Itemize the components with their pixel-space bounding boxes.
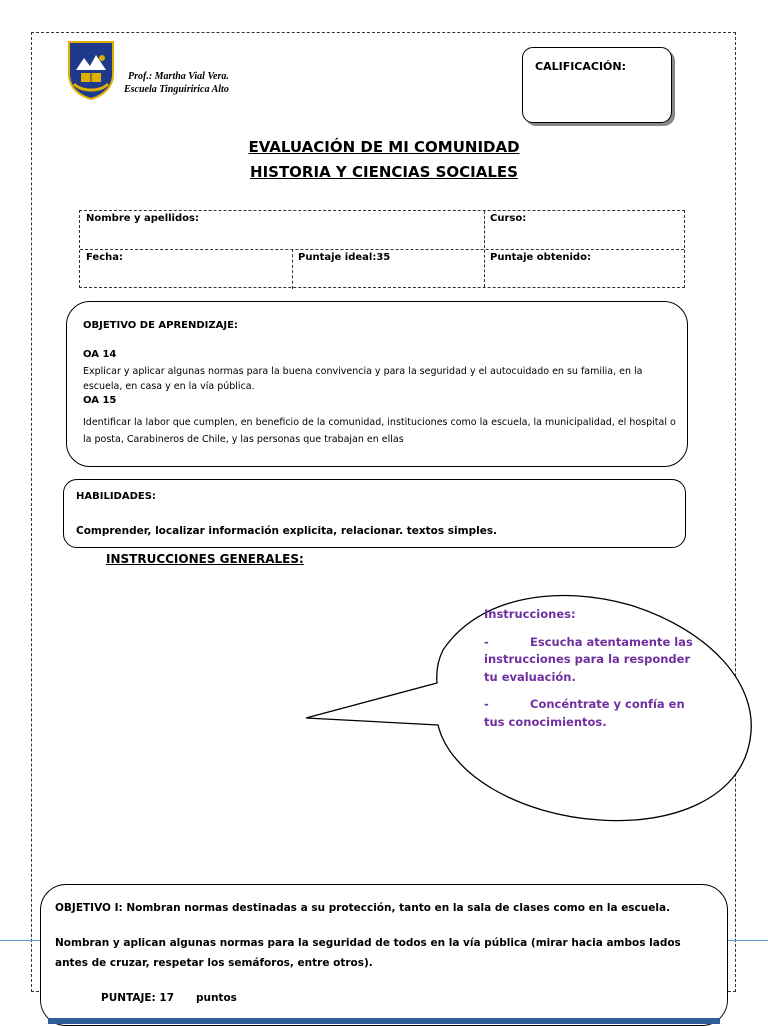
accent-line-left [0, 940, 42, 941]
score-label: PUNTAJE: 17 [101, 992, 175, 1004]
oa15-label: OA 15 [83, 395, 117, 406]
objective-1-score [101, 992, 237, 1004]
learning-objectives-box [66, 301, 688, 467]
table-divider [484, 211, 485, 287]
school-crest-logo [66, 40, 116, 100]
accent-line-right [726, 940, 768, 941]
skills-heading: HABILIDADES: [76, 491, 156, 502]
table-divider [80, 249, 684, 250]
skills-box [63, 479, 686, 548]
name-field[interactable]: Nombre y apellidos: [86, 213, 199, 224]
course-field[interactable]: Curso: [490, 213, 527, 224]
skills-text: Comprender, localizar información explicita, relacionar. textos simples. [76, 525, 498, 537]
student-info-table [79, 210, 685, 288]
bottom-border-bar [48, 1018, 720, 1024]
date-field[interactable]: Fecha: [86, 252, 124, 263]
instructions-bubble-text [484, 606, 706, 741]
grade-label: CALIFICACIÓN: [535, 60, 627, 73]
table-divider [292, 249, 293, 289]
objective-1-title: OBJETIVO I: Nombran normas destinadas a su protección, tanto en la sala de clases como en la escuela. [55, 902, 671, 914]
score-unit: puntos [195, 992, 237, 1004]
objective-1-box [40, 884, 728, 1026]
bubble-title: Instrucciones: [484, 607, 576, 621]
oa15-text: Identificar la labor que cumplen, en beneficio de la comunidad, instituciones como la escuela, la municipalidad, el hospital o la posta, Carabineros de Chile, y las personas que trabajan en ellas [83, 417, 676, 445]
ideal-score-field: Puntaje ideal:35 [298, 252, 391, 263]
obtained-score-field[interactable]: Puntaje obtenido: [490, 252, 591, 263]
document-subtitle: HISTORIA Y CIENCIAS SOCIALES [250, 163, 518, 181]
general-instructions-heading: INSTRUCCIONES GENERALES: [106, 552, 304, 566]
oa14-text: Explicar y aplicar algunas normas para la buena convivencia y para la seguridad y el autocuidado en su familia, en la escuela, en casa y en la vía pública. [83, 366, 643, 392]
teacher-name: Prof.: Martha Vial Vera. [128, 71, 229, 82]
document-title: EVALUACIÓN DE MI COMUNIDAD [248, 138, 520, 156]
grade-box[interactable] [522, 47, 672, 123]
school-name: Escuela Tinguiririca Alto [124, 84, 229, 95]
learning-objectives-heading: OBJETIVO DE APRENDIZAJE: [83, 320, 238, 331]
bubble-item-2: - Concéntrate y confía en tus conocimientos. [484, 697, 685, 729]
objective-1-text: Nombran y aplican algunas normas para la seguridad de todos en la vía pública (mirar hacia ambos lados antes de cruzar, respetar los semáforos, entre otros). [55, 937, 681, 969]
bubble-item-1: - Escucha atentamente las instrucciones para la responder tu evaluación. [484, 634, 693, 684]
teacher-info [124, 70, 229, 96]
oa14-label: OA 14 [83, 349, 117, 360]
